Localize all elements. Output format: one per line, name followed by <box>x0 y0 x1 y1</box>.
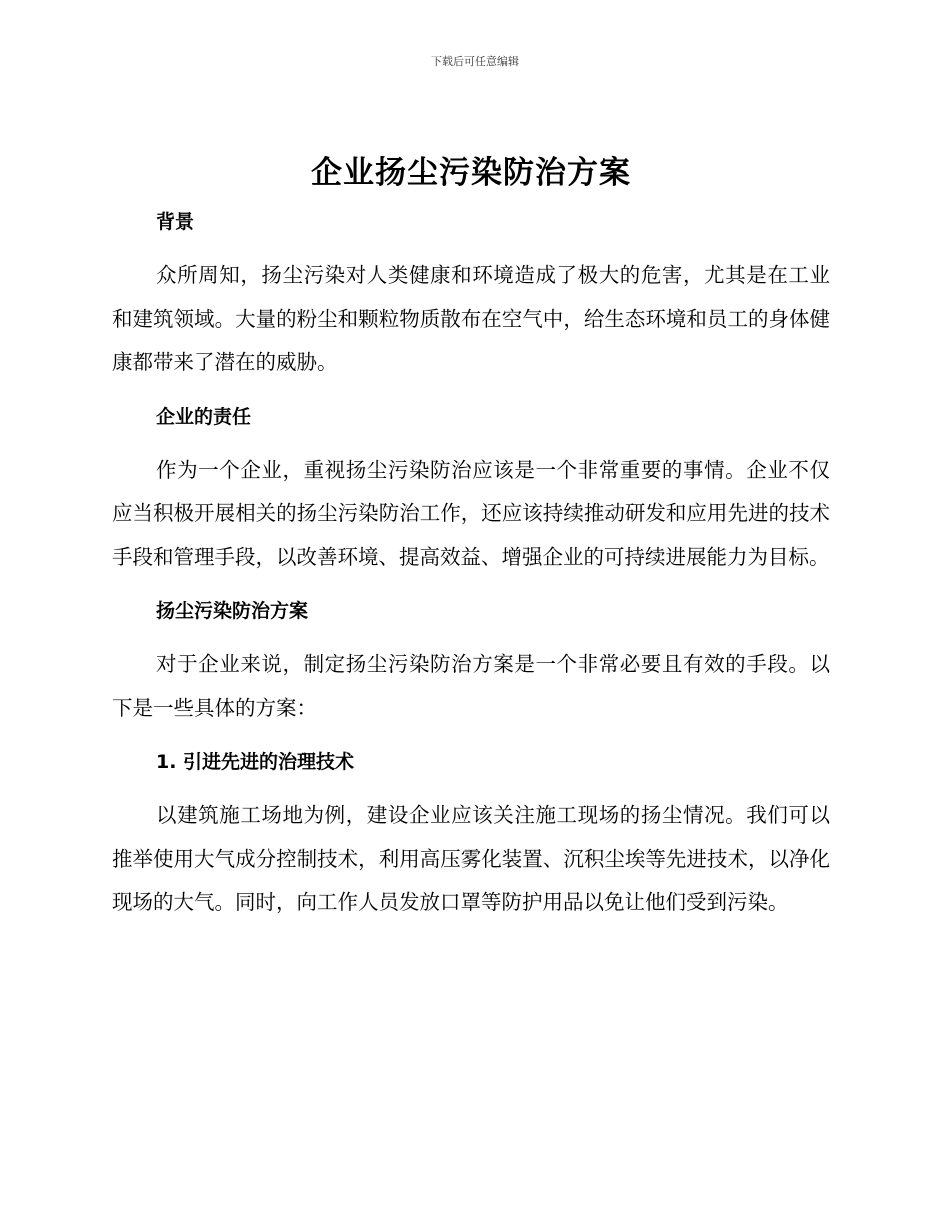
spacer <box>112 784 830 794</box>
section-heading-responsibility: 企业的责任 <box>156 405 252 428</box>
spacer <box>112 385 830 395</box>
section-heading-background: 背景 <box>156 211 195 233</box>
paragraph-plan: 对于企业来说，制定扬尘污染防治方案是一个非常必要且有效的手段。以下是一些具体的方案： <box>112 652 830 720</box>
paragraph-background: 众所周知，扬尘污染对人类健康和环境造成了极大的危害，尤其是在工业和建筑领域。大量的粉尘和颗粒物质散布在空气中，给生态环境和员工的身体健康都带来了潜在的威胁。 <box>112 263 830 374</box>
document-title: 企业扬尘污染防治方案 <box>311 155 631 191</box>
paragraph-technology: 以建筑施工场地为例，建设企业应该关注施工现场的扬尘情况。我们可以推举使用大气成分控制技术，利用高压雾化装置、沉积尘埃等先进技术，以净化现场的大气。同时，向工作人员发放口罩等防护用品以免让他们受到污染。 <box>112 803 830 914</box>
section-heading-plan: 扬尘污染防治方案 <box>156 600 309 622</box>
section-heading-technology: 1. 引进先进的治理技术 <box>156 751 355 773</box>
spacer <box>112 579 830 589</box>
spacer <box>112 244 830 254</box>
document-body <box>112 146 830 925</box>
spacer <box>112 730 830 740</box>
header-note: 下载后可任意编辑 <box>431 55 519 68</box>
spacer <box>112 633 830 643</box>
paragraph-responsibility: 作为一个企业，重视扬尘污染防治应该是一个非常重要的事情。企业不仅应当积极开展相关的扬尘污染防治工作，还应该持续推动研发和应用先进的技术手段和管理手段，以改善环境、提高效益、增强企业的可持续进展能力为目标。 <box>112 457 830 569</box>
spacer <box>112 439 830 449</box>
